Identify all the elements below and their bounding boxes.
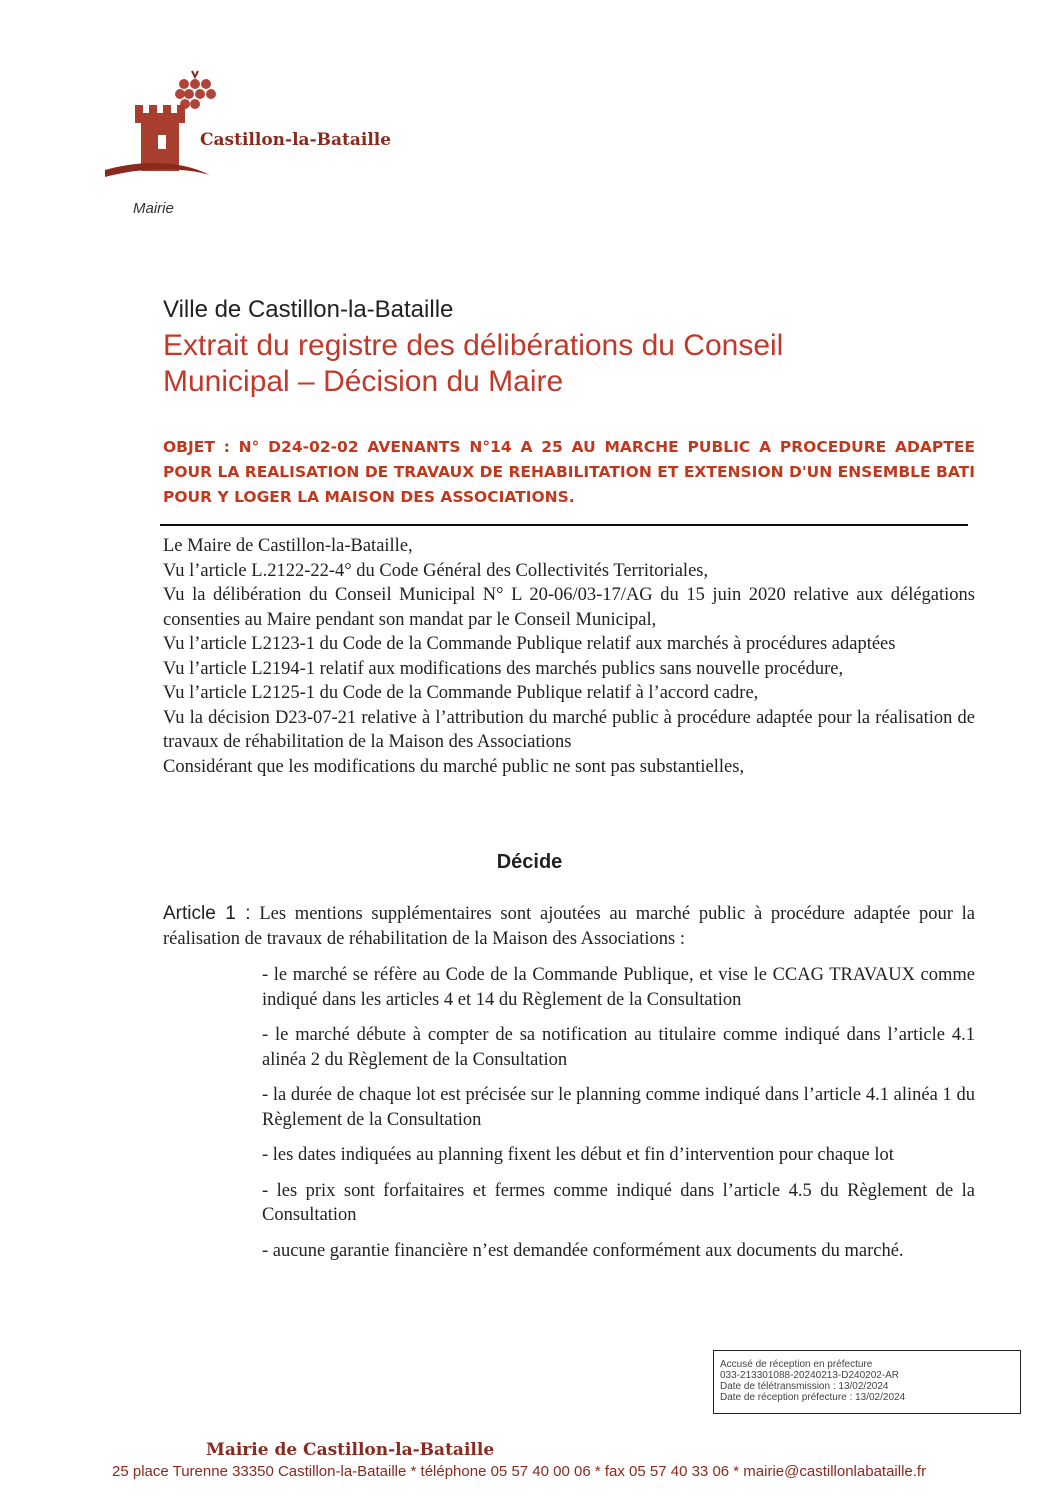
visa-line: Le Maire de Castillon-la-Bataille, [163, 536, 413, 556]
city-name: Ville de Castillon-la-Bataille [163, 296, 454, 323]
prefecture-receipt-stamp [713, 1350, 1021, 1414]
list-item: - la durée de chaque lot est précisée sur le planning comme indiqué dans l’article 4.1 alinéa 1 du Règlement de la Consultation [262, 1085, 975, 1130]
divider [160, 524, 968, 526]
list-item: - aucune garantie financière n’est demandée conformément aux documents du marché. [262, 1240, 904, 1261]
visa-line: Vu la délibération du Conseil Municipal N° L 20-06/03-17/AG du 15 juin 2020 relative aux délégations consenties au Maire pendant son mandat par le Conseil Municipal, [163, 585, 975, 630]
stamp-line: 033-213301088-20240213-D240202-AR [720, 1370, 900, 1381]
list-item: - les prix sont forfaitaires et fermes comme indiqué dans l’article 4.5 du Règlement de la Consultation [262, 1180, 975, 1225]
logo-mairie: Mairie [133, 200, 174, 217]
article-1-items [262, 963, 975, 1274]
document-title-line-1: Extrait du registre des délibérations du Conseil [163, 329, 784, 362]
logo-name: Castillon-la-Bataille [200, 130, 392, 150]
document-title-line-2: Municipal – Décision du Maire [163, 365, 564, 398]
list-item: - les dates indiquées au planning fixent les début et fin d’intervention pour chaque lot [262, 1145, 894, 1165]
list-item: - le marché débute à compter de sa notification au titulaire comme indiqué dans l’article 4.1 alinéa 2 du Règlement de la Consultation [262, 1025, 975, 1070]
visa-line: Vu la décision D23-07-21 relative à l’attribution du marché public à procédure adaptée pour la réalisation de travaux de réhabilitation de la Maison des Associations [163, 707, 975, 752]
list-item: - le marché se réfère au Code de la Commande Publique, et vise le CCAG TRAVAUX comme indiqué dans les articles 4 et 14 du Règlement de la Consultation [262, 965, 975, 1010]
stamp-line: Accusé de réception en préfecture [720, 1359, 873, 1370]
article-1-text: Les mentions supplémentaires sont ajoutées au marché public à procédure adaptée pour la réalisation de travaux de réhabilitation de la Maison des Associations : [163, 904, 975, 949]
visa-line: Vu l’article L2194-1 relatif aux modifications des marchés publics sans nouvelle procédure, [163, 658, 844, 679]
decide-heading: Décide [496, 851, 563, 873]
visa-line: Considérant que les modifications du marché public ne sont pas substantielles, [163, 756, 745, 777]
footer-name: Mairie de Castillon-la-Bataille [206, 1440, 495, 1460]
article-1 [163, 902, 975, 951]
stamp-line: Date de télétransmission : 13/02/2024 [720, 1381, 889, 1392]
visas [163, 534, 975, 779]
visa-line: Vu l’article L2125-1 du Code de la Commande Publique relatif à l’accord cadre, [163, 683, 759, 703]
document-header [163, 292, 963, 400]
objet: OBJET : N° D24-02-02 AVENANTS N°14 A 25 AU MARCHE PUBLIC A PROCEDURE ADAPTEE POUR LA REALISATION DE TRAVAUX DE REHABILITATION ET EXTENSION D'UN ENSEMBLE BATI POUR Y LOGER LA MAISON DES ASSOCIATIONS. [163, 438, 975, 506]
footer-address: 25 place Turenne 33350 Castillon-la-Bataille * téléphone 05 57 40 00 06 * fax 05 57 40 33 06 * mairie@castillonlabataille.fr [112, 1463, 927, 1480]
visa-line: Vu l’article L.2122-22-4° du Code Général des Collectivités Territoriales, [163, 560, 709, 581]
article-1-label: Article 1 : [163, 903, 251, 924]
stamp-line: Date de réception préfecture : 13/02/2024 [720, 1392, 906, 1403]
visa-line: Vu l’article L2123-1 du Code de la Commande Publique relatif aux marchés à procédures adaptées [163, 634, 896, 654]
